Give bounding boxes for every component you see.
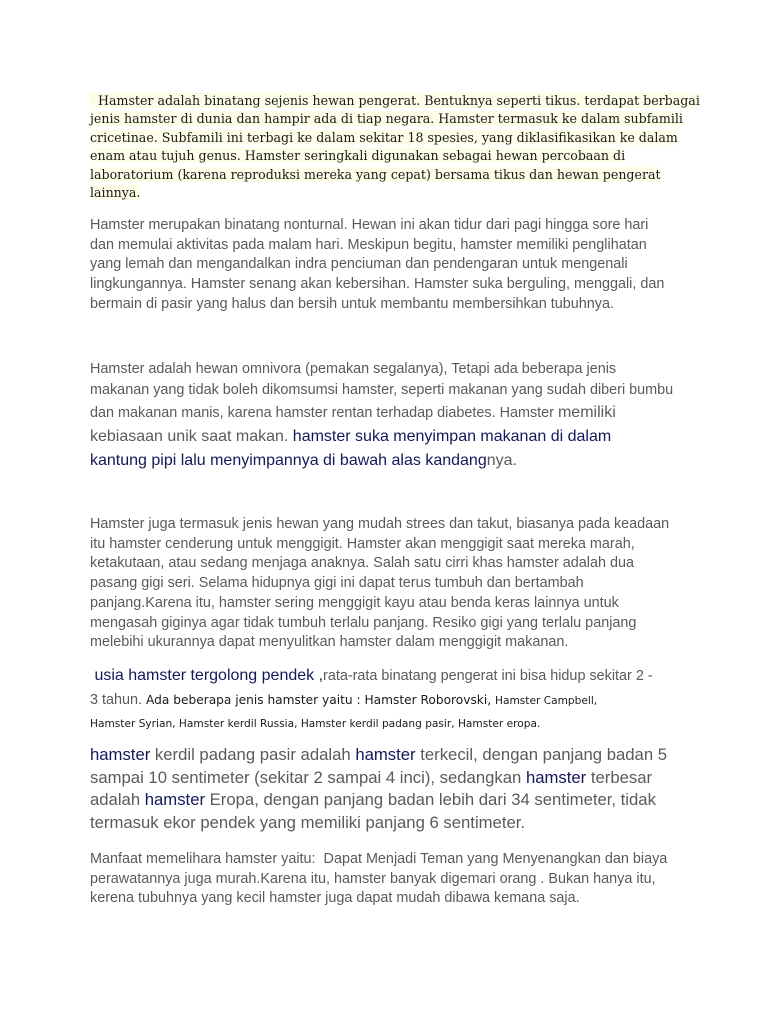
paragraph-line: jenis hamster di dunia dan hampir ada di tiap negara. Hamster termasuk ke dalam subfamili <box>90 111 683 127</box>
text-run: adalah <box>90 790 145 809</box>
paragraph-line: makanan yang tidak boleh dikomsumsi hamster, seperti makanan yang sudah diberi bumbu <box>90 382 674 398</box>
paragraph-line: cricetinae. Subfamili ini terbagi ke dalam sekitar 18 spesies, yang diklasifikasikan ke dalam <box>90 129 678 145</box>
paragraph-diet <box>90 359 673 473</box>
paragraph-intro <box>90 92 700 202</box>
paragraph-line: Hamster merupakan binatang nonturnal. Hewan ini akan tidur dari pagi hingga sore hari <box>90 217 649 233</box>
paragraph-line: perawatannya juga murah.Karena itu, hamster banyak digemari orang . Bukan hanya itu, <box>90 870 656 887</box>
text-run: terbesar <box>586 767 653 787</box>
paragraph-line: mengasah giginya agar tidak tumbuh terlalu panjang. Resiko gigi yang terlalu panjang <box>90 614 637 631</box>
paragraph-biting <box>90 515 669 653</box>
paragraph-line: lainnya. <box>90 185 141 201</box>
paragraph-line: bermain di pasir yang halus dan bersih untuk membantu membersihkan tubuhnya. <box>90 295 614 312</box>
paragraph-line: melebihi ukurannya dapat menyulitkan hamster dalam menggigit makanan. <box>90 634 569 651</box>
emphasis-run: kantung pipi lalu menyimpannya di bawah alas kandang <box>90 452 487 469</box>
text-run: kebiasaan unik saat makan. <box>90 428 293 445</box>
text-run: dan makanan manis, karena hamster rentan terhadap diabetes. Hamster <box>90 405 558 421</box>
paragraph-line: laboratorium (karena reproduksi mereka yang cepat) bersama tikus dan hewan pengerat <box>90 166 661 182</box>
text-run: Hamster Campbell, <box>495 695 598 707</box>
text-run: 3 tahun. <box>90 692 147 708</box>
text-run: Eropa, dengan panjang badan lebih dari 34 sentimeter, tidak <box>205 790 656 809</box>
paragraph-size <box>90 744 667 834</box>
text-run: , <box>314 667 324 684</box>
paragraph-line: ketakutaan, atau sedang menjaga anaknya. Salah satu cirri khas hamster adalah dua <box>90 555 634 572</box>
paragraph-line: itu hamster cenderung untuk menggigit. Hamster akan menggigit saat mereka marah, <box>90 535 635 552</box>
emphasis-run: hamster <box>355 745 416 764</box>
paragraph-line <box>90 767 667 790</box>
paragraph-line: Hamster juga termasuk jenis hewan yang mudah strees dan takut, biasanya pada keadaan <box>90 516 670 532</box>
paragraph-line <box>90 425 673 449</box>
paragraph-benefits <box>90 850 667 909</box>
paragraph-line: pasang gigi seri. Selama hidupnya gigi ini dapat terus tumbuh dan bertambah <box>90 575 584 592</box>
text-run: Ada beberapa jenis hamster yaitu : Hamster Roborovski, <box>146 693 496 707</box>
emphasis-run: hamster <box>144 790 206 809</box>
paragraph-line: termasuk ekor pendek yang memiliki panjang 6 sentimeter. <box>90 812 526 832</box>
emphasis-run: hamster suka menyimpan makanan di dalam <box>292 428 612 445</box>
paragraph-line: Hamster adalah binatang sejenis hewan pengerat. Bentuknya seperti tikus. terdapat berbagai <box>90 93 700 108</box>
paragraph-line: enam atau tujuh genus. Hamster seringkali digunakan sebagai hewan percobaan di <box>90 148 626 164</box>
paragraph-line <box>90 789 667 812</box>
text-run: sampai 10 sentimeter (sekitar 2 sampai 4 inci), sedangkan <box>90 767 526 787</box>
paragraph-line <box>90 401 673 424</box>
text-run: nya. <box>486 452 517 469</box>
emphasis-run: hamster <box>90 745 151 764</box>
paragraph-lifespan <box>90 664 653 735</box>
paragraph-line: dan memulai aktivitas pada malam hari. Meskipun begitu, hamster memiliki penglihatan <box>90 236 647 253</box>
emphasis-run: usia hamster tergolong pendek <box>90 667 315 684</box>
paragraph-line: Hamster Syrian, Hamster kerdil Russia, Hamster kerdil padang pasir, Hamster eropa. <box>90 718 541 730</box>
paragraph-line: yang lemah dan mengandalkan indra penciuman dan pendengaran untuk mengenali <box>90 256 628 273</box>
paragraph-line: Hamster adalah hewan omnivora (pemakan segalanya), Tetapi ada beberapa jenis <box>90 361 617 377</box>
paragraph-line <box>90 744 667 767</box>
emphasis-run: hamster <box>525 767 587 787</box>
text-run: rata-rata binatang pengerat ini bisa hidup sekitar 2 - <box>323 668 653 684</box>
paragraph-nocturnal <box>90 216 664 315</box>
paragraph-line: panjang.Karena itu, hamster sering menggigit kayu atau benda keras lainnya untuk <box>90 594 619 611</box>
text-run: memiliki <box>557 404 616 421</box>
paragraph-line <box>90 688 653 713</box>
paragraph-line: kerena tubuhnya yang kecil hamster juga dapat mudah dibawa kemana saja. <box>90 890 580 907</box>
text-run: terkecil, dengan panjang badan 5 <box>415 745 668 764</box>
paragraph-line: lingkungannya. Hamster senang akan kebersihan. Hamster suka berguling, menggali, dan <box>90 276 665 293</box>
paragraph-line <box>90 449 673 473</box>
paragraph-line: Manfaat memelihara hamster yaitu: Dapat Menjadi Teman yang Menyenangkan dan biaya <box>90 851 668 867</box>
paragraph-line <box>90 664 653 688</box>
text-run: kerdil padang pasir adalah <box>150 745 356 764</box>
